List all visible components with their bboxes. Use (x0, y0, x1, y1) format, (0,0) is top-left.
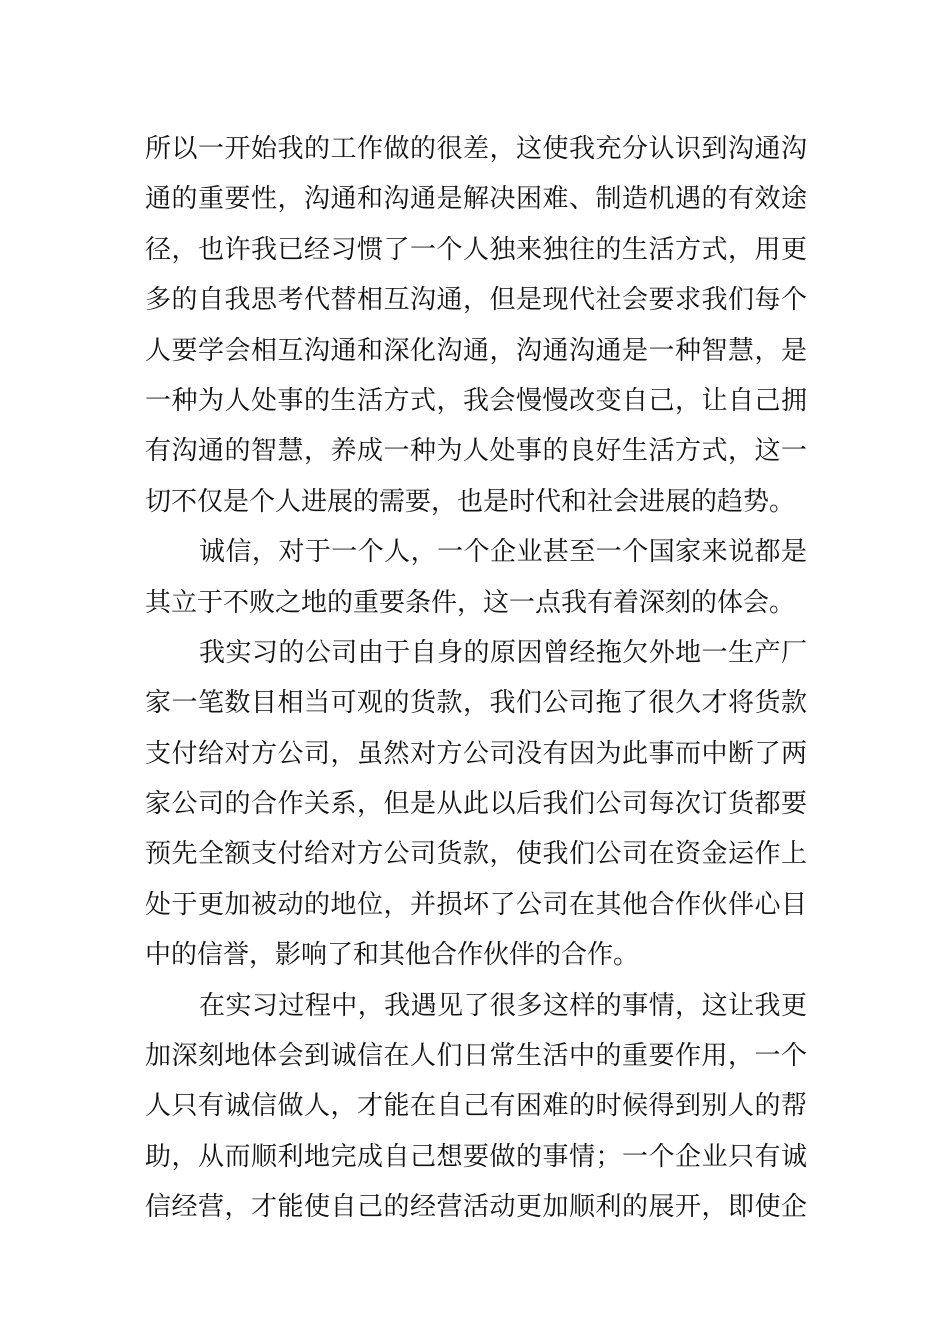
text-line: 多的自我思考代替相互沟通，但是现代社会要求我们每个 (145, 285, 807, 316)
text-line: 有沟通的智慧，养成一种为人处事的良好生活方式，这一 (145, 436, 807, 467)
text-line: 人要学会相互沟通和深化沟通，沟通沟通是一种智慧，是 (145, 335, 807, 366)
text-line: 通的重要性，沟通和沟通是解决困难、制造机遇的有效途 (145, 184, 807, 215)
paragraph-start-line: 我实习的公司由于自身的原因曾经拖欠外地一生产厂 (199, 637, 807, 668)
body-text (145, 124, 807, 1233)
text-line: 一种为人处事的生活方式，我会慢慢改变自己，让自己拥 (145, 385, 807, 416)
paragraph-start-line: 在实习过程中，我遇见了很多这样的事情，这让我更 (199, 990, 807, 1021)
paragraph-start-line: 诚信，对于一个人，一个企业甚至一个国家来说都是 (199, 537, 807, 568)
text-line: 预先全额支付给对方公司货款，使我们公司在资金运作上 (145, 839, 807, 870)
text-line: 切不仅是个人进展的需要，也是时代和社会进展的趋势。 (145, 486, 796, 517)
text-line: 家公司的合作关系，但是从此以后我们公司每次订货都要 (145, 789, 807, 820)
text-line: 人只有诚信做人，才能在自己有困难的时候得到别人的帮 (145, 1091, 807, 1122)
text-line: 家一笔数目相当可观的货款，我们公司拖了很久才将货款 (145, 688, 807, 719)
text-line: 径，也许我已经习惯了一个人独来独往的生活方式，用更 (145, 234, 807, 265)
text-line: 处于更加被动的地位，并损坏了公司在其他合作伙伴心目 (145, 889, 807, 920)
text-line: 助，从而顺利地完成自己想要做的事情；一个企业只有诚 (145, 1141, 807, 1172)
text-line: 其立于不败之地的重要条件，这一点我有着深刻的体会。 (145, 587, 796, 618)
text-line: 加深刻地体会到诚信在人们日常生活中的重要作用，一个 (145, 1041, 807, 1072)
text-line: 所以一开始我的工作做的很差，这使我充分认识到沟通沟 (145, 134, 807, 164)
text-line: 支付给对方公司，虽然对方公司没有因为此事而中断了两 (145, 738, 807, 769)
text-line: 中的信誉，影响了和其他合作伙伴的合作。 (145, 940, 640, 971)
text-line: 信经营，才能使自己的经营活动更加顺利的展开，即使企 (145, 1192, 807, 1223)
